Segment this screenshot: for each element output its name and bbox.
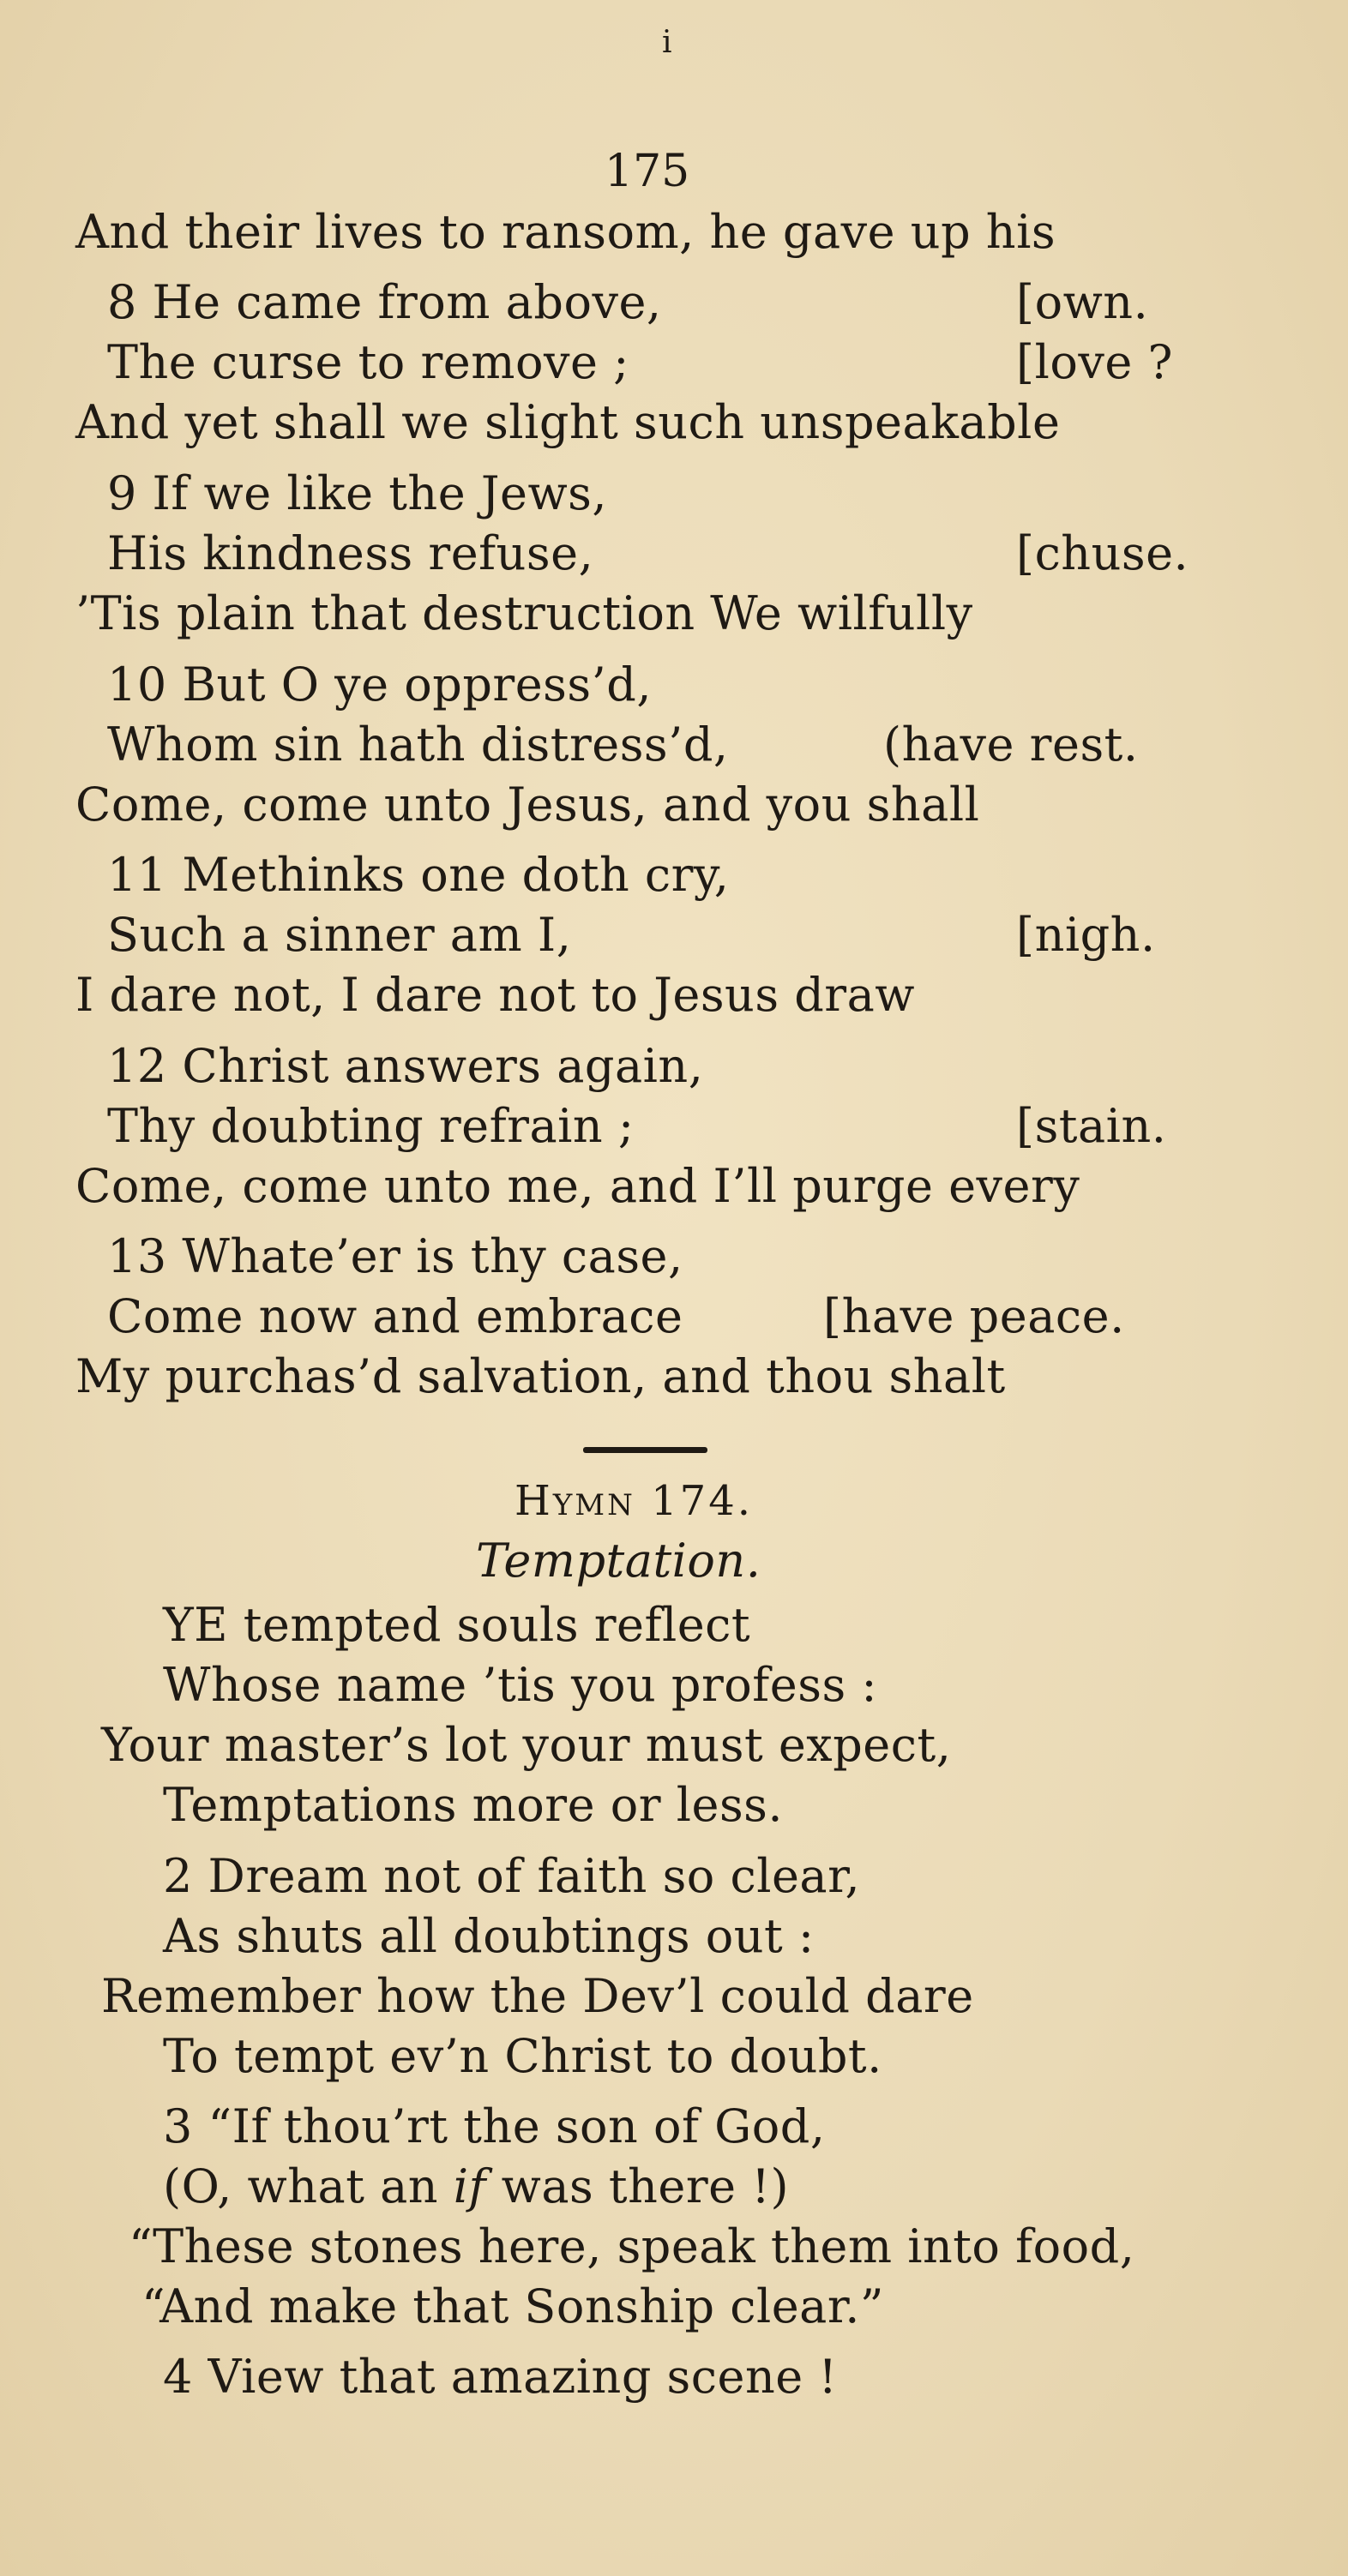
verse-line: Your master’s lot your must expect, [101, 1718, 952, 1772]
verse-line: 11 Methinks one doth cry, [107, 848, 730, 902]
verse-line: And their lives to ransom, he gave up his [75, 205, 1056, 259]
verse-line: 2 Dream not of faith so clear, [163, 1849, 861, 1903]
verse-turnover: [chuse. [1016, 526, 1189, 580]
verse-line: ’Tis plain that destruction We wilfully [75, 586, 973, 640]
verse-line: 9 If we like the Jews, [107, 466, 608, 520]
verse-line: Thy doubting refrain ; [107, 1099, 635, 1153]
verse-line: 8 He came from above, [107, 275, 662, 329]
verse-line: My purchas’d salvation, and thou shalt [75, 1349, 1006, 1403]
verse-turnover: [have peace. [823, 1289, 1125, 1343]
verse-line: Whom sin hath distress’d, [107, 718, 729, 772]
verse-line: 3 “If thou’rt the son of God, [163, 2099, 826, 2153]
section-rule [583, 1447, 707, 1453]
verse-line: “These stones here, speak them into food, [129, 2219, 1135, 2273]
verse-turnover: [own. [1016, 275, 1149, 329]
hymn-subtitle: Temptation. [476, 1534, 761, 1588]
verse-line: Come, come unto Jesus, and you shall [75, 778, 980, 832]
verse-line: 4 View that amazing scene ! [163, 2350, 838, 2404]
verse-turnover: [stain. [1016, 1099, 1167, 1153]
verse-line: Temptations more or less. [163, 1778, 784, 1832]
verse-line: 12 Christ answers again, [107, 1039, 704, 1093]
verse-line: As shuts all doubtings out : [163, 1909, 815, 1963]
verse-line: Remember how the Dev’l could dare [101, 1969, 974, 2023]
verse-line: And yet shall we slight such unspeakable [75, 395, 1061, 449]
verse-text: was there !) [485, 2159, 790, 2213]
verse-line: The curse to remove ; [107, 335, 629, 389]
hymn-heading: Hymn 174. [515, 1477, 754, 1525]
verse-line: Such a sinner am I, [107, 908, 572, 962]
verse-text-italic: if [453, 2159, 486, 2213]
verse-line: Come now and embrace [107, 1289, 683, 1343]
top-mark: i [662, 25, 673, 60]
verse-turnover: (have rest. [883, 718, 1139, 772]
verse-line: His kindness refuse, [107, 526, 594, 580]
verse-line: YE tempted souls reflect [163, 1598, 751, 1652]
verse-turnover: [love ? [1016, 335, 1173, 389]
verse-line: 10 But O ye oppress’d, [107, 658, 653, 712]
verse-line: Come, come unto me, and I’ll purge every [75, 1159, 1080, 1213]
verse-line [163, 2160, 789, 2213]
verse-text: (O, what an [163, 2159, 454, 2213]
verse-turnover: [nigh. [1016, 908, 1156, 962]
page-number: 175 [605, 146, 690, 197]
verse-line: 13 Whate’er is thy case, [107, 1229, 683, 1283]
verse-line: “And make that Sonship clear.” [141, 2279, 885, 2333]
verse-line: I dare not, I dare not to Jesus draw [75, 968, 916, 1022]
verse-line: To tempt ev’n Christ to doubt. [163, 2029, 882, 2083]
verse-line: Whose name ’tis you profess : [163, 1658, 878, 1712]
